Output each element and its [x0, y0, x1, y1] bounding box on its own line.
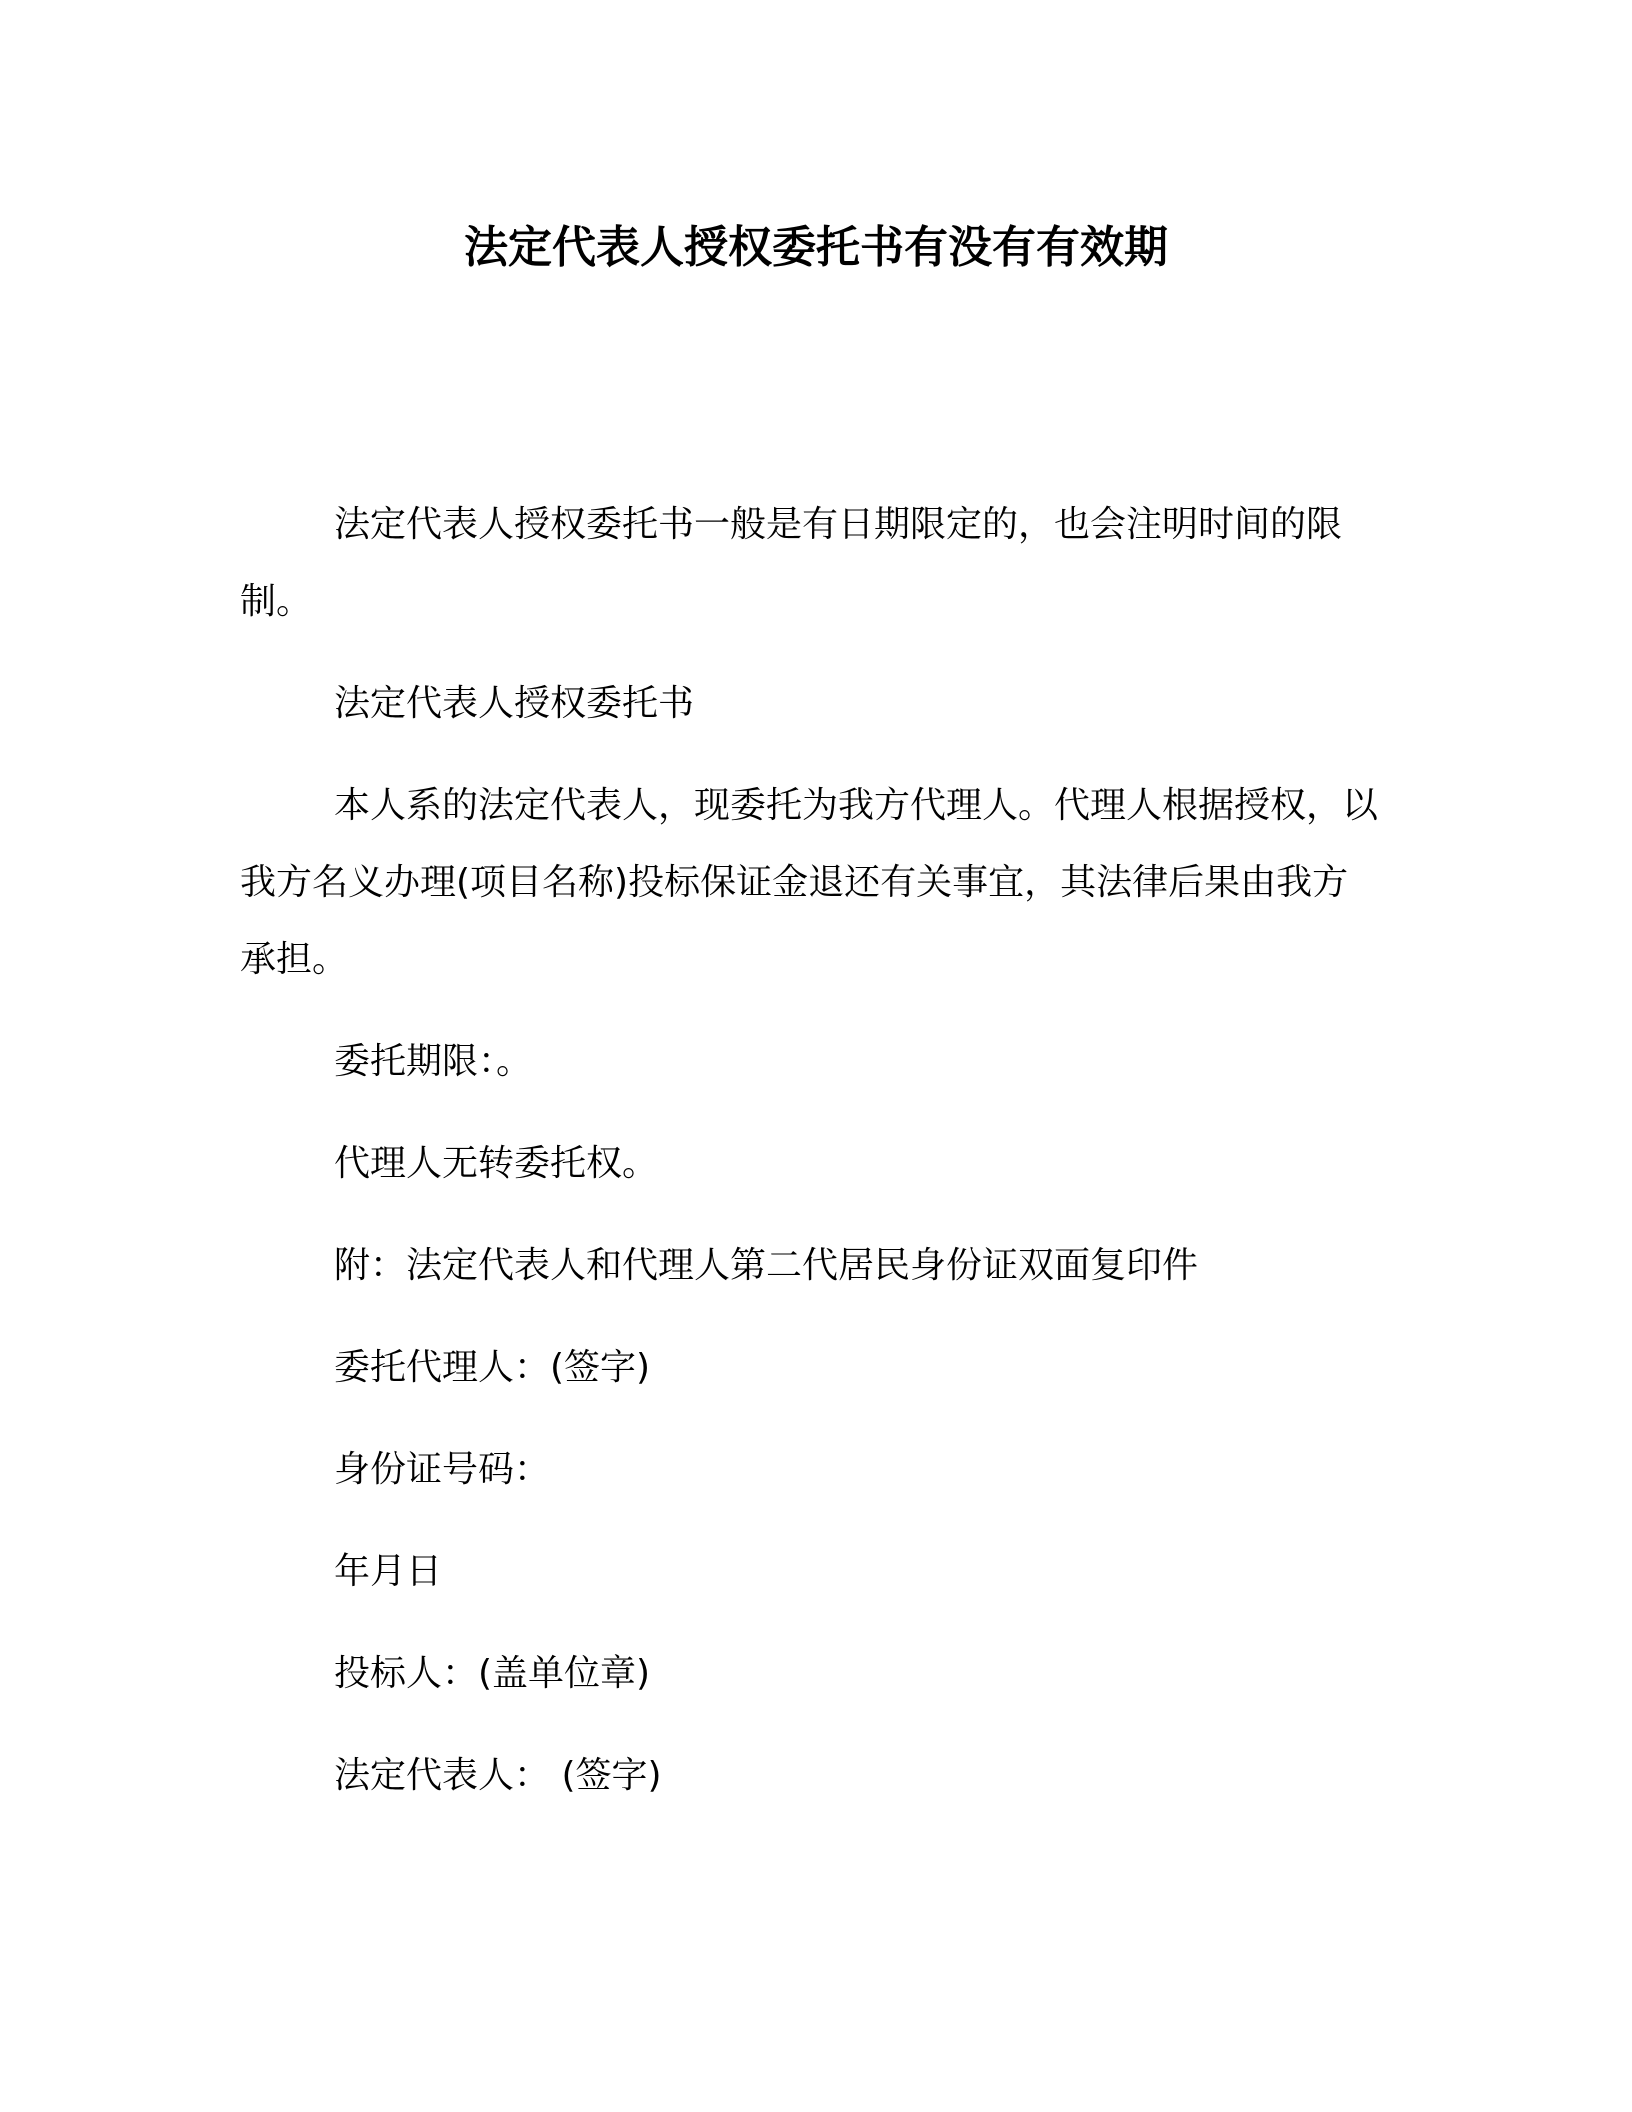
paragraph-no-sub-delegation: 代理人无转委托权。 [334, 1143, 659, 1184]
paragraph-agent-signature: 委托代理人：(签字) [334, 1347, 651, 1388]
paragraph-legal-rep-signature: 法定代表人： (签字) [334, 1755, 662, 1796]
paragraph-term: 委托期限：。 [334, 1041, 533, 1082]
paragraph-attachment: 附：法定代表人和代理人第二代居民身份证双面复印件 [334, 1245, 1199, 1286]
paragraph-intro: 法定代表人授权委托书一般是有日期限定的，也会注明时间的限制。 [240, 504, 1343, 622]
paragraph-id-number: 身份证号码： [334, 1449, 551, 1490]
document-title: 法定代表人授权委托书有没有有效期 [464, 222, 1168, 273]
paragraph-bidder-seal: 投标人：(盖单位章) [334, 1653, 651, 1694]
paragraph-heading: 法定代表人授权委托书 [334, 683, 695, 724]
document-body [240, 486, 1380, 1839]
paragraph-date: 年月日 [334, 1551, 443, 1592]
paragraph-authorization: 本人系的法定代表人，现委托为我方代理人。代理人根据授权，以我方名义办理(项目名称)投标保证金退还有关事宜，其法律后果由我方承担。 [240, 785, 1379, 980]
